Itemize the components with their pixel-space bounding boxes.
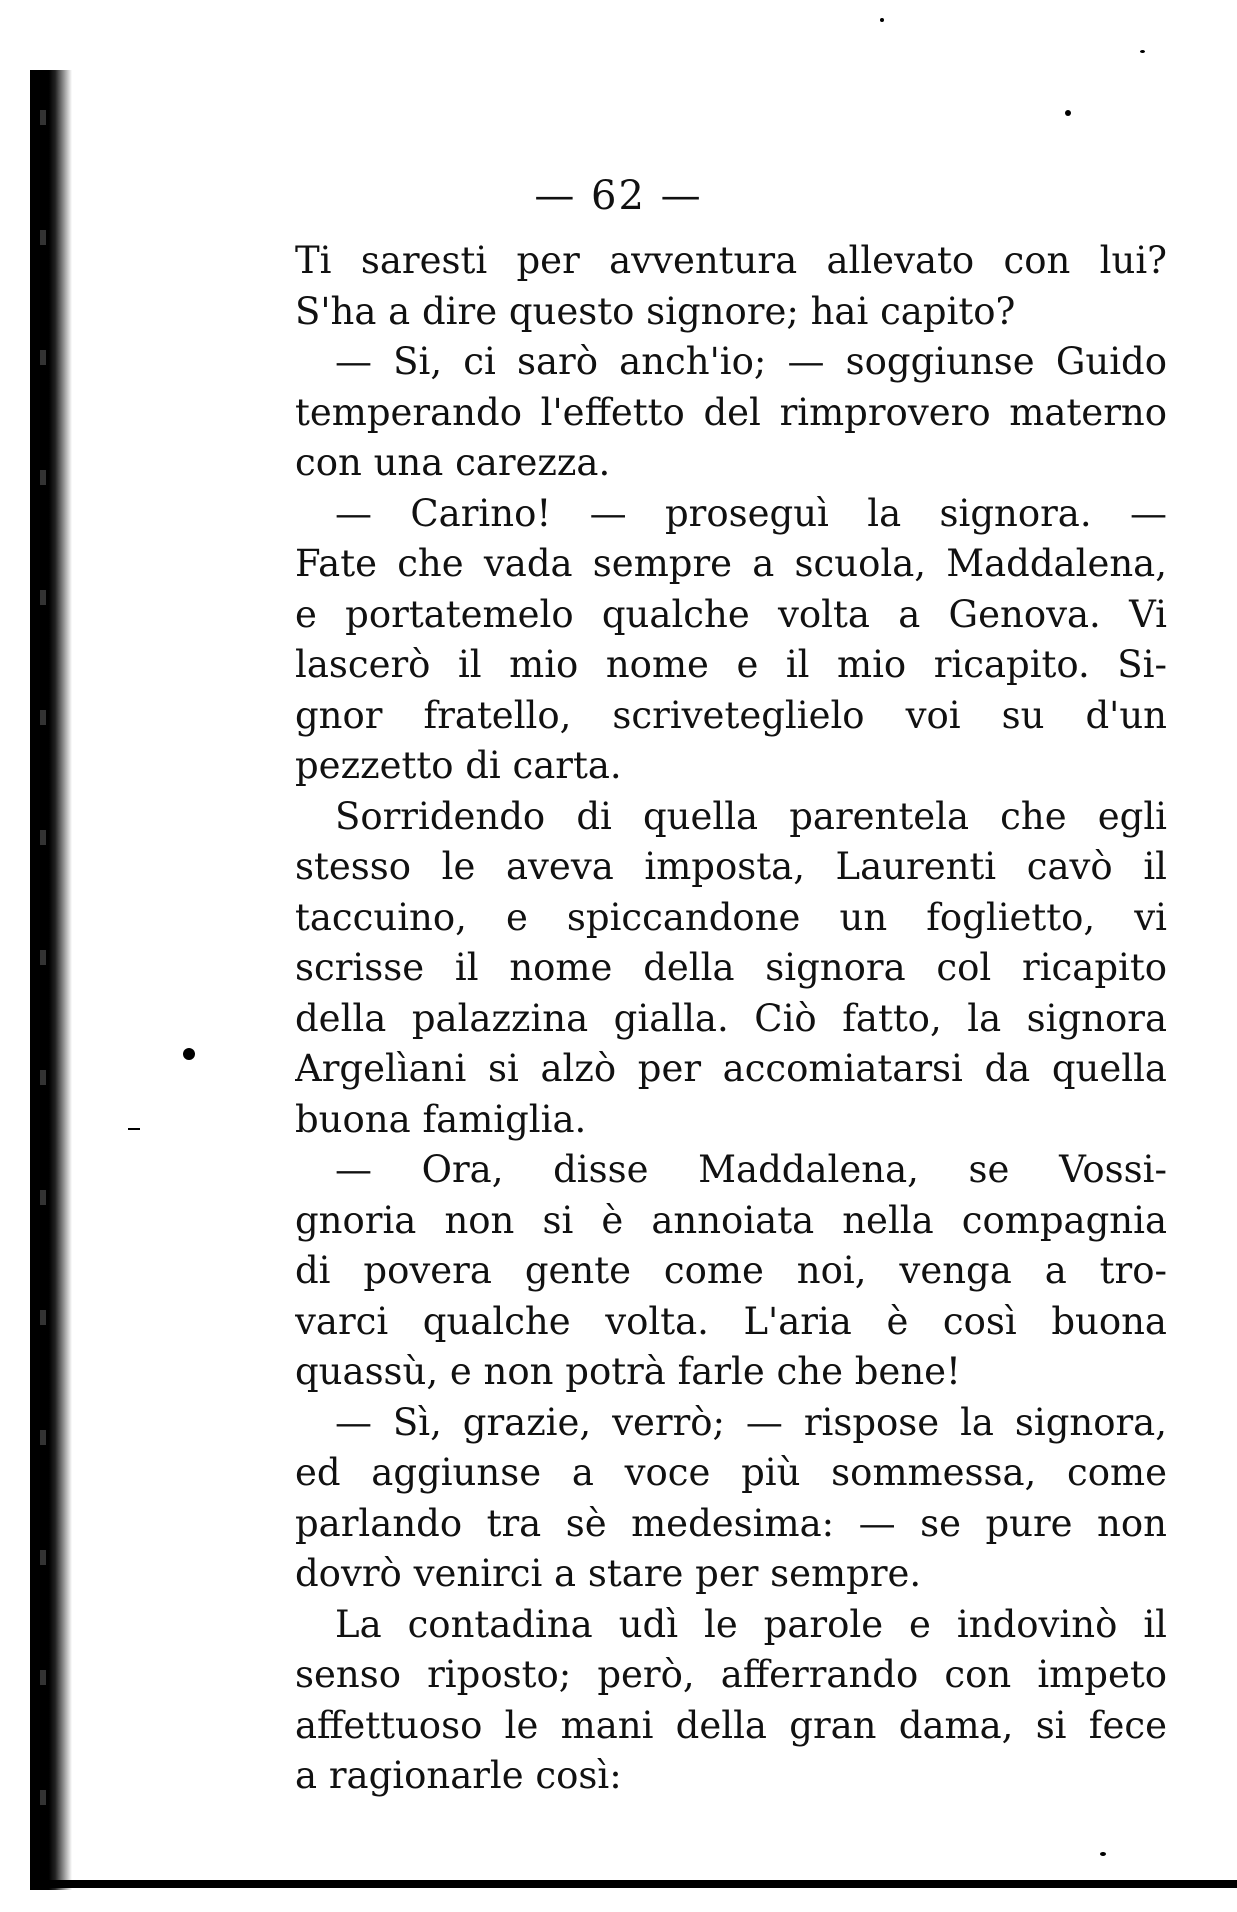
page-number: — 62 — (534, 173, 703, 219)
text-line: gnor fratello, scriveteglielo voi su d'un (295, 693, 1167, 737)
text-line: a ragionarle così: (295, 1754, 622, 1797)
text-line: S'ha a dire questo signore; hai capito? (295, 289, 1016, 333)
text-line: — Si, ci sarò anch'io; — soggiunse Guido (335, 340, 1167, 383)
text-line: ed aggiunse a voce più sommessa, come (295, 1451, 1167, 1494)
text-line: quassù, e non potrà farle che bene! (295, 1350, 961, 1393)
text-line: scrisse il nome della signora col ricapito (295, 946, 1167, 989)
text-line: e portatemelo qualche volta a Genova. Vi (295, 592, 1167, 636)
text-line: temperando l'effetto del rimprovero materno (295, 390, 1167, 434)
text-line: Fate che vada sempre a scuola, Maddalena, (295, 542, 1167, 585)
text-line: parlando tra sè medesima: — se pure non (295, 1501, 1167, 1545)
text-line: — Carino! — proseguì la signora. — (335, 491, 1167, 535)
text-line: Ti saresti per avventura allevato con lui? (295, 239, 1167, 282)
text-line: — Sì, grazie, verrò; — rispose la signora, (335, 1400, 1167, 1444)
text-line: taccuino, e spiccandone un foglietto, vi (295, 895, 1167, 939)
text-line: dovrò venirci a stare per sempre. (295, 1552, 922, 1595)
text-line: gnoria non si è annoiata nella compagnia (295, 1198, 1167, 1242)
body-text (295, 236, 1167, 1802)
text-line: lascerò il mio nome e il mio ricapito. Si- (295, 643, 1167, 686)
text-line: di povera gente come noi, venga a tro- (295, 1249, 1167, 1292)
ink-speck (1140, 50, 1145, 53)
text-line: La contadina udì le parole e indovinò il (335, 1602, 1167, 1646)
ink-speck (1100, 1852, 1106, 1856)
text-line: — Ora, disse Maddalena, se Vossi- (335, 1148, 1167, 1191)
ink-speck (880, 18, 884, 22)
text-line: con una carezza. (295, 441, 611, 484)
page-binding-shadow (30, 70, 72, 1890)
text-line: affettuoso le mani della gran dama, si fece (295, 1703, 1167, 1747)
text-line: senso riposto; però, afferrando con impeto (295, 1653, 1167, 1696)
ink-speck (1065, 110, 1071, 116)
page-bottom-edge (30, 1880, 1237, 1888)
text-line: varci qualche volta. L'aria è così buona (295, 1299, 1167, 1343)
text-line: Argelìani si alzò per accomiatarsi da quella (295, 1047, 1167, 1090)
ink-speck (183, 1048, 195, 1060)
text-line: stesso le aveva imposta, Laurenti cavò il (295, 845, 1167, 888)
text-line: buona famiglia. (295, 1097, 587, 1141)
text-line: della palazzina gialla. Ciò fatto, la signora (295, 996, 1167, 1040)
text-line: Sorridendo di quella parentela che egli (335, 794, 1167, 838)
ink-speck (128, 1128, 140, 1130)
text-line: pezzetto di carta. (295, 744, 622, 787)
